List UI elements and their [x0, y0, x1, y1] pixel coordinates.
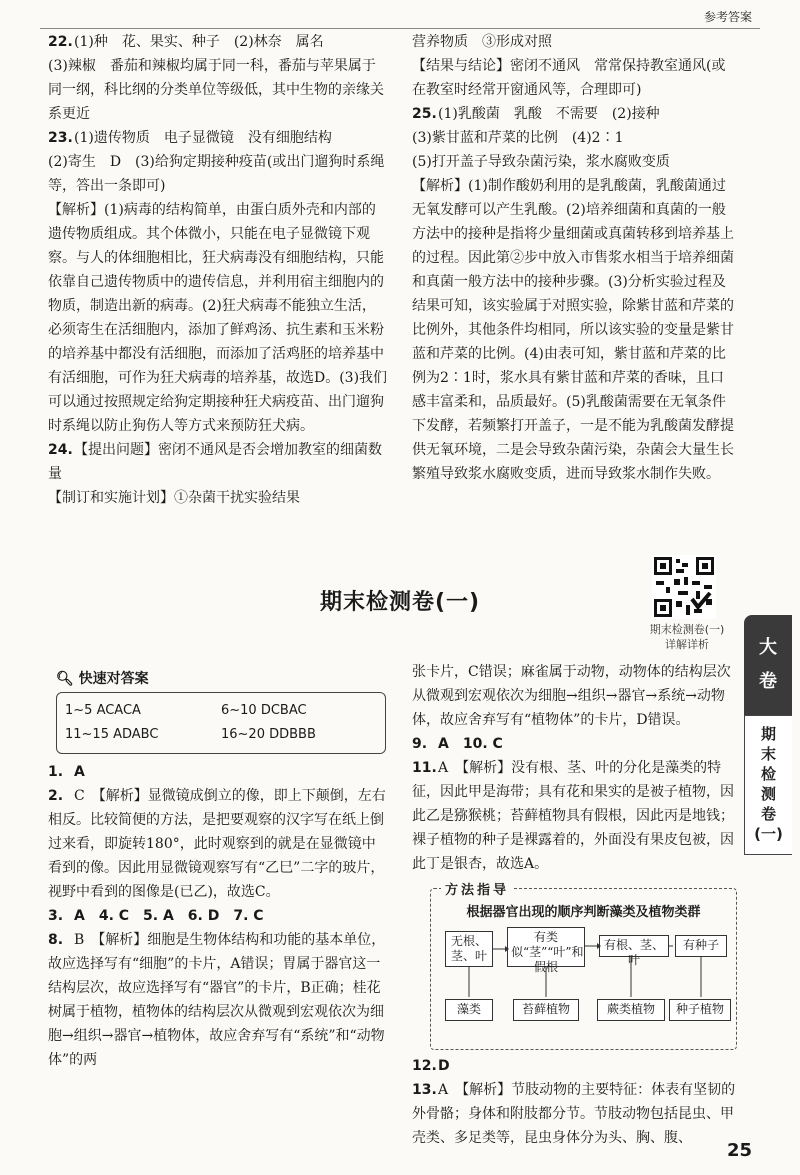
diagram-node: 有类似“茎”“叶”和假根 [507, 927, 585, 967]
top-right-column [412, 30, 737, 486]
quick-answers [56, 668, 386, 754]
answer-25: 25.(1)乳酸菌 乳酸 不需要 (2)接种 [412, 106, 660, 122]
bottom-left-column [48, 760, 388, 1072]
answer-24-cont: 营养物质 ③形成对照 [412, 34, 552, 50]
answer-24-plan: 【制订和实施计划】①杂菌干扰实验结果 [48, 490, 300, 506]
diagram-node: 蕨类植物 [597, 999, 665, 1021]
quick-answers-title: 🔍︎ 快速对答案 [56, 671, 149, 687]
header-rule [40, 28, 760, 29]
method-guide-title: 方法指导 [441, 879, 513, 898]
answer-8: 8. B 【解析】细胞是生物体结构和功能的基本单位，故应选择写有“细胞”的卡片，A错误；胃属于器官这一结构层次，故应选择写有“器官”的卡片，B正确；桂花树属于植物，植物体的结构层次从微观到宏观依次为细胞→组织→器官→植物体，故应舍弃写有“系统”和“动物体”的两 [48, 932, 386, 1068]
answer-25-analysis: 【解析】(1)制作酸奶利用的是乳酸菌，乳酸菌通过无氧发酵可以产生乳酸。(2)培养细菌和真菌的一般方法中的接种是指将少量细菌或真菌转移到培养基上的过程。因此第②步中放入市售浆水相当于培养细菌和真菌一般方法中的接种步骤。(3)分析实验过程及结果可知，该实验属于对照实验，除紫甘蓝和芹菜的比例外，其他条件均相同，所以该实验的变量是紫甘蓝和芹菜的比例。(4)由表可知，紫甘蓝和芹菜的比例为2∶1时，浆水具有紫甘蓝和芹菜的香味，且口感丰富柔和，品质最好。(5)乳酸菌需要在无氧条件下发酵，若频繁打开盖子，一是不能为乳酸菌发酵提供无氧环境，二是会导致杂菌污染，杂菌会大量生长繁殖导致浆水腐败变质，进而导致浆水制作失败。 [412, 178, 734, 482]
page-number: 25 [726, 1140, 752, 1161]
answer-13: 13.A 【解析】节肢动物的主要特征：体表有坚韧的外骨骼；身体和附肢都分节。节肢动物包括昆虫、甲壳类、多足类等，昆虫身体分为头、胸、腹、 [412, 1082, 736, 1146]
top-left-column [48, 30, 388, 510]
answer-22: 22.(1)种 花、果实、种子 (2)林奈 属名 [48, 34, 324, 50]
qr-caption: 期末检测卷(一) 详解详析 [649, 623, 725, 651]
section-title: 期末检测卷(一) [319, 590, 481, 615]
answer-1: 1. A [48, 764, 85, 780]
answer-24: 24.【提出问题】密闭不通风是否会增加教室的细菌数量 [48, 442, 382, 482]
diagram-node: 苔藓植物 [513, 999, 579, 1021]
diagram-node: 无根、茎、叶 [445, 931, 493, 967]
answer-9-10: 9. A 10. C [412, 736, 503, 752]
diagram-node: 有种子 [675, 935, 727, 957]
side-tab-top: 大 卷 [759, 637, 777, 692]
quick-answers-box [56, 692, 386, 754]
method-guide-heading: 根据器官出现的顺序判断藻类及植物类群 [466, 905, 701, 920]
answer-25-3: (3)紫甘蓝和芹菜的比例 (4)2∶1 [412, 130, 624, 146]
answer-12: 12.D [412, 1058, 450, 1074]
diagram-node: 种子植物 [669, 999, 731, 1021]
answer-8-cont: 张卡片，C错误；麻雀属于动物，动物体的结构层次从微观到宏观依次为细胞→组织→器官→系统→动物体，故应舍弃写有“植物体”的卡片，D错误。 [412, 664, 731, 728]
bottom-right-after [412, 1054, 737, 1150]
answer-23: 23.(1)遗传物质 电子显微镜 没有细胞结构 [48, 130, 332, 146]
diagram-connectors [431, 889, 736, 1049]
side-tab-bottom: 期 末 检 测 卷 (一) [744, 715, 792, 855]
diagram-node: 藻类 [445, 999, 493, 1021]
quick-row: 1~5 ACACA 6~10 DCBAC [65, 703, 307, 718]
answer-23-analysis: 【解析】(1)病毒的结构简单，由蛋白质外壳和内部的遗传物质组成。其个体微小，只能在电子显微镜下观察。与人的体细胞相比，狂犬病毒没有细胞结构，只能依靠自己遗传物质中的遗传信息，并利用宿主细胞内的物质，制造出新的病毒。(2)狂犬病毒不能独立生活，必须寄生在活细胞内，添加了鲜鸡汤、抗生素和玉米粉的培养基中都没有活细胞，而添加了活鸡胚的培养基中有活细胞，可作为狂犬病毒的培养基，故选D。(3)我们可以通过按照规定给狗定期接种狂犬病疫苗、出门遛狗时系绳以防止狗伤人等方式来预防狂犬病。 [48, 202, 388, 434]
method-guide [430, 883, 737, 1050]
quick-row: 11~15 ADABC 16~20 DDBBB [65, 727, 316, 742]
magnifier-icon: 🔍︎ [56, 671, 74, 687]
diagram-node: 有根、茎、叶 [599, 935, 669, 957]
bottom-right-column [412, 660, 737, 876]
side-tab [744, 615, 792, 855]
answer-22-3: (3)辣椒 番茄和辣椒均属于同一科，番茄与苹果属于同一纲，科比纲的分类单位等级低，其中生物的亲缘关系更近 [48, 58, 384, 122]
answer-2: 2. C 【解析】显微镜成倒立的像，即上下颠倒，左右相反。比较简便的方法，是把要观察的汉字写在纸上倒过来看，即旋转180°，此时观察到的就是在显微镜中看到的像。因此用显微镜观察写有“乙巳”二字的玻片，视野中看到的图像是(已乙)，故选C。 [48, 788, 386, 900]
answer-11: 11.A 【解析】没有根、茎、叶的分化是藻类的特征，因此甲是海带；具有花和果实的是被子植物，因此乙是猕猴桃；苔藓植物具有假根，因此丙是地钱；裸子植物的种子是裸露着的，外面没有果皮包被，因此丁是银杏，故选A。 [412, 760, 734, 872]
answer-25-5: (5)打开盖子导致杂菌污染，浆水腐败变质 [412, 154, 670, 170]
answer-23-2: (2)寄生 D (3)给狗定期接种疫苗(或出门遛狗时系绳等，答出一条即可) [48, 154, 385, 194]
running-title: 参考答案 [703, 10, 752, 24]
answer-24-result: 【结果与结论】密闭不通风 常常保持教室通风(或在教室时经常开窗通风等，合理即可) [412, 58, 726, 98]
answer-3-7: 3. A 4. C 5. A 6. D 7. C [48, 908, 264, 924]
